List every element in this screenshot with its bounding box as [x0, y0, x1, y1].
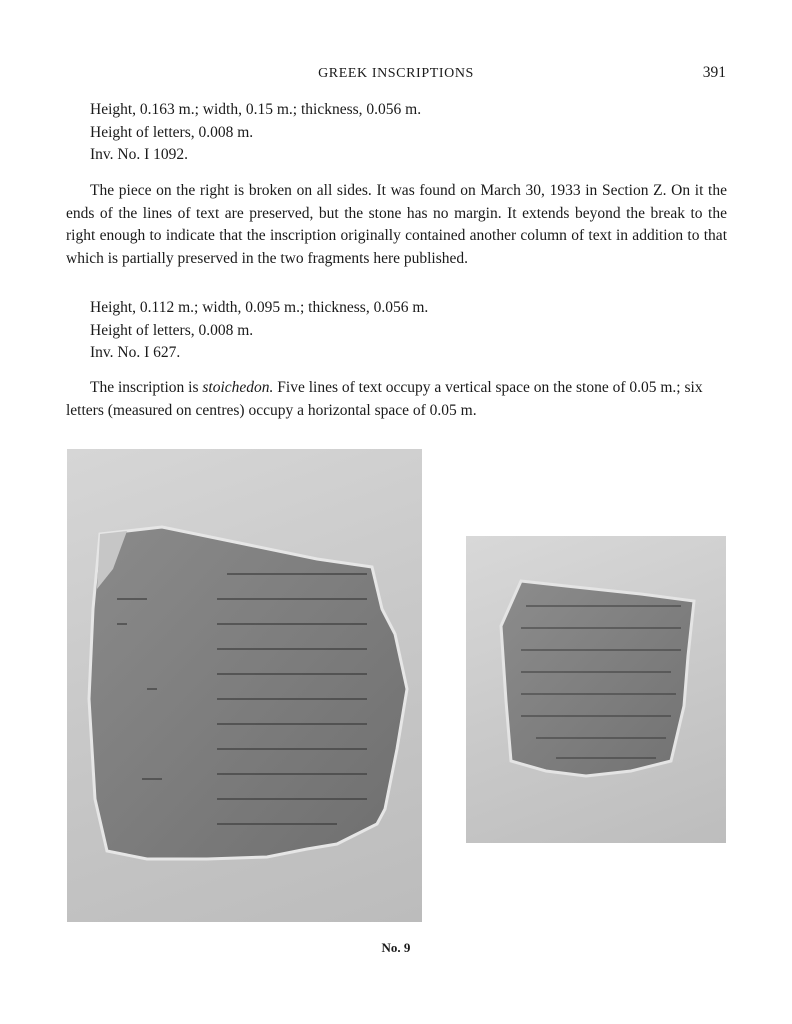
inscription-photo-right [466, 536, 726, 843]
stone-fragment-right [466, 536, 726, 843]
fragment-one-inventory: Inv. No. I 1092. [90, 146, 189, 163]
paragraph-two [66, 377, 727, 422]
inscription-photo-left [67, 449, 422, 922]
fragment-one-dimensions: Height, 0.163 m.; width, 0.15 m.; thickness, 0.056 m. [90, 101, 422, 118]
paragraph-one: The piece on the right is broken on all sides. It was found on March 30, 1933 in Section Z. On it the ends of the lines of text are preserved, but the stone has no margin. It extends beyond the break to the right enough to indicate that the inscription originally contained another column of text in addition to that which is partially preserved in the two fragments here published. [66, 182, 727, 267]
stone-fragment-left [67, 449, 422, 922]
fragment-one-specs [66, 99, 727, 167]
fragment-two-inventory: Inv. No. I 627. [90, 344, 181, 361]
fragment-two-dimensions: Height, 0.112 m.; width, 0.095 m.; thickness, 0.056 m. [90, 299, 429, 316]
page-number: 391 [702, 64, 726, 81]
fragment-one-letter-height: Height of letters, 0.008 m. [90, 123, 254, 141]
fragment-two-specs [66, 297, 727, 365]
paragraph-two-block [66, 377, 727, 422]
paragraph-one-block [66, 180, 727, 270]
stoichedon-term: stoichedon. [202, 379, 274, 396]
paragraph-two-rest: Five lines of text occupy a vertical space on the stone of 0.05 m.; six letters (measured on centres) occupy a horizontal space of 0.05 m. [66, 379, 703, 419]
figure-caption: No. 9 [381, 940, 411, 955]
fragment-two-letter-height: Height of letters, 0.008 m. [90, 321, 254, 339]
stone-surface-right [501, 581, 694, 776]
running-head [0, 64, 792, 86]
stone-surface-left [89, 527, 407, 859]
paragraph-two-lead: The inscription is [90, 379, 203, 396]
running-title: GREEK INSCRIPTIONS [318, 66, 474, 81]
